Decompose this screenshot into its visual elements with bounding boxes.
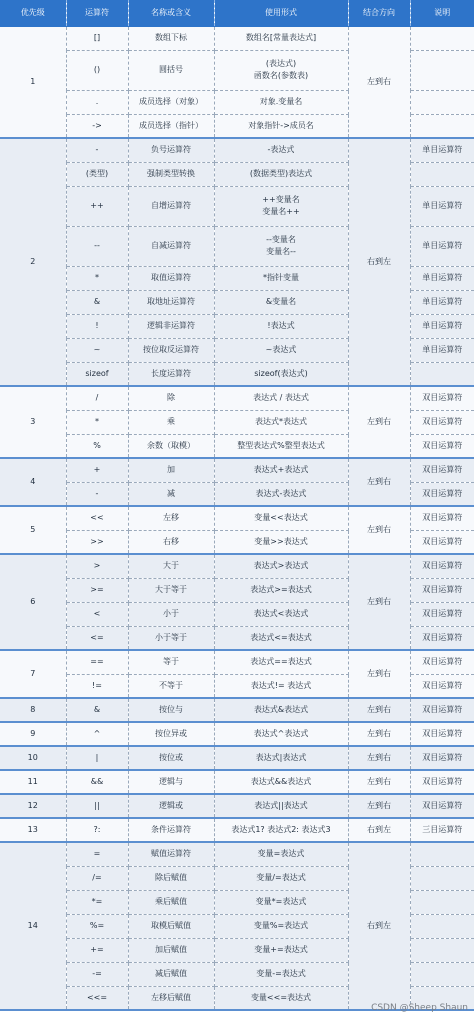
- note-cell: [410, 162, 474, 186]
- associativity-cell: 左到右: [348, 746, 410, 770]
- operator-cell: %=: [66, 914, 128, 938]
- usage-cell: ~表达式: [214, 338, 348, 362]
- operator-cell: +=: [66, 938, 128, 962]
- usage-cell: 表达式<表达式: [214, 602, 348, 626]
- note-cell: 双目运算符: [410, 554, 474, 578]
- usage-cell: 表达式+表达式: [214, 458, 348, 482]
- precedence-level-cell: 6: [0, 554, 66, 650]
- note-cell: 双目运算符: [410, 458, 474, 482]
- usage-cell: --变量名 变量名--: [214, 226, 348, 266]
- table-row: [0, 794, 474, 818]
- note-cell: 单目运算符: [410, 266, 474, 290]
- precedence-level-cell: 3: [0, 386, 66, 458]
- note-cell: 双目运算符: [410, 698, 474, 722]
- operator-name-cell: 减后赋值: [128, 962, 214, 986]
- associativity-cell: 左到右: [348, 386, 410, 458]
- usage-cell: (表达式) 函数名(参数表): [214, 50, 348, 90]
- operator-cell: &&: [66, 770, 128, 794]
- usage-cell: 变量=表达式: [214, 842, 348, 866]
- usage-cell: 整型表达式%整型表达式: [214, 434, 348, 458]
- usage-cell: 表达式^表达式: [214, 722, 348, 746]
- precedence-level-cell: 13: [0, 818, 66, 842]
- precedence-level-cell: 8: [0, 698, 66, 722]
- note-cell: [410, 26, 474, 50]
- note-cell: 单目运算符: [410, 138, 474, 162]
- table-row: [0, 698, 474, 722]
- operator-cell: /: [66, 386, 128, 410]
- note-cell: 单目运算符: [410, 338, 474, 362]
- operator-name-cell: 大于: [128, 554, 214, 578]
- operator-name-cell: 取值运算符: [128, 266, 214, 290]
- operator-name-cell: 条件运算符: [128, 818, 214, 842]
- usage-cell: 变量+=表达式: [214, 938, 348, 962]
- note-cell: 双目运算符: [410, 626, 474, 650]
- note-cell: 双目运算符: [410, 674, 474, 698]
- usage-cell: 表达式==表达式: [214, 650, 348, 674]
- precedence-group-2: [0, 138, 474, 386]
- usage-cell: -表达式: [214, 138, 348, 162]
- usage-cell: *指针变量: [214, 266, 348, 290]
- associativity-cell: 右到左: [348, 138, 410, 386]
- operator-name-cell: 乘后赋值: [128, 890, 214, 914]
- usage-cell: !表达式: [214, 314, 348, 338]
- operator-name-cell: 数组下标: [128, 26, 214, 50]
- operator-cell: ==: [66, 650, 128, 674]
- table-row: [0, 138, 474, 162]
- operator-name-cell: 等于: [128, 650, 214, 674]
- operator-cell: !=: [66, 674, 128, 698]
- precedence-level-cell: 11: [0, 770, 66, 794]
- operator-cell: %: [66, 434, 128, 458]
- operator-cell: -: [66, 482, 128, 506]
- table-row: [0, 506, 474, 530]
- usage-cell: ++变量名 变量名++: [214, 186, 348, 226]
- operator-cell: *: [66, 410, 128, 434]
- precedence-level-cell: 9: [0, 722, 66, 746]
- operator-name-cell: 逻辑与: [128, 770, 214, 794]
- operator-name-cell: 小于等于: [128, 626, 214, 650]
- note-cell: 双目运算符: [410, 746, 474, 770]
- operator-name-cell: 乘: [128, 410, 214, 434]
- precedence-level-cell: 7: [0, 650, 66, 698]
- usage-cell: 变量-=表达式: [214, 962, 348, 986]
- table-row: [0, 26, 474, 50]
- precedence-group-1: [0, 26, 474, 138]
- usage-cell: 对象指针->成员名: [214, 114, 348, 138]
- operator-cell: +: [66, 458, 128, 482]
- associativity-cell: 左到右: [348, 26, 410, 138]
- precedence-group-10: [0, 746, 474, 770]
- usage-cell: 变量<<表达式: [214, 506, 348, 530]
- precedence-group-12: [0, 794, 474, 818]
- operator-name-cell: 长度运算符: [128, 362, 214, 386]
- note-cell: 单目运算符: [410, 186, 474, 226]
- operator-cell: &: [66, 290, 128, 314]
- operator-cell: >: [66, 554, 128, 578]
- operator-name-cell: 强制类型转换: [128, 162, 214, 186]
- precedence-group-9: [0, 722, 474, 746]
- operator-name-cell: 按位或: [128, 746, 214, 770]
- operator-cell: /=: [66, 866, 128, 890]
- operator-cell: =: [66, 842, 128, 866]
- usage-cell: 表达式>表达式: [214, 554, 348, 578]
- precedence-group-7: [0, 650, 474, 698]
- operator-name-cell: 左移: [128, 506, 214, 530]
- precedence-level-cell: 10: [0, 746, 66, 770]
- usage-cell: 表达式&&表达式: [214, 770, 348, 794]
- note-cell: [410, 114, 474, 138]
- operator-name-cell: 右移: [128, 530, 214, 554]
- operator-name-cell: 自减运算符: [128, 226, 214, 266]
- usage-cell: 数组名[常量表达式]: [214, 26, 348, 50]
- usage-cell: (数据类型)表达式: [214, 162, 348, 186]
- operator-cell: --: [66, 226, 128, 266]
- usage-cell: 表达式&表达式: [214, 698, 348, 722]
- usage-cell: 表达式 / 表达式: [214, 386, 348, 410]
- usage-cell: 变量/=表达式: [214, 866, 348, 890]
- operator-cell: (): [66, 50, 128, 90]
- table-row: [0, 554, 474, 578]
- precedence-group-6: [0, 554, 474, 650]
- table-row: [0, 650, 474, 674]
- header-note: 说明: [410, 0, 474, 26]
- operator-name-cell: 取模后赋值: [128, 914, 214, 938]
- operator-name-cell: 赋值运算符: [128, 842, 214, 866]
- table-header: [0, 0, 474, 26]
- usage-cell: 表达式|表达式: [214, 746, 348, 770]
- note-cell: 双目运算符: [410, 578, 474, 602]
- usage-cell: 表达式!= 表达式: [214, 674, 348, 698]
- operator-cell: >=: [66, 578, 128, 602]
- usage-cell: 变量>>表达式: [214, 530, 348, 554]
- operator-name-cell: 左移后赋值: [128, 986, 214, 1010]
- operator-name-cell: 不等于: [128, 674, 214, 698]
- note-cell: 双目运算符: [410, 530, 474, 554]
- operator-name-cell: 逻辑非运算符: [128, 314, 214, 338]
- note-cell: [410, 362, 474, 386]
- note-cell: 双目运算符: [410, 650, 474, 674]
- header-associativity: 结合方向: [348, 0, 410, 26]
- precedence-level-cell: 4: [0, 458, 66, 506]
- operator-name-cell: 成员选择（指针）: [128, 114, 214, 138]
- precedence-group-11: [0, 770, 474, 794]
- note-cell: 单目运算符: [410, 314, 474, 338]
- note-cell: 双目运算符: [410, 794, 474, 818]
- note-cell: [410, 914, 474, 938]
- operator-cell: ~: [66, 338, 128, 362]
- table-row: [0, 386, 474, 410]
- operator-name-cell: 小于: [128, 602, 214, 626]
- usage-cell: 对象.变量名: [214, 90, 348, 114]
- operator-cell: |: [66, 746, 128, 770]
- associativity-cell: 左到右: [348, 650, 410, 698]
- table-row: [0, 746, 474, 770]
- operator-name-cell: 按位与: [128, 698, 214, 722]
- operator-cell: .: [66, 90, 128, 114]
- note-cell: 双目运算符: [410, 410, 474, 434]
- precedence-group-4: [0, 458, 474, 506]
- precedence-level-cell: 2: [0, 138, 66, 386]
- operator-cell: <: [66, 602, 128, 626]
- precedence-level-cell: 5: [0, 506, 66, 554]
- note-cell: [410, 938, 474, 962]
- note-cell: 双目运算符: [410, 482, 474, 506]
- operator-cell: <<=: [66, 986, 128, 1010]
- note-cell: [410, 962, 474, 986]
- usage-cell: 表达式*表达式: [214, 410, 348, 434]
- operator-cell: <<: [66, 506, 128, 530]
- associativity-cell: 右到左: [348, 842, 410, 1010]
- note-cell: 双目运算符: [410, 602, 474, 626]
- precedence-level-cell: 1: [0, 26, 66, 138]
- operator-cell: -=: [66, 962, 128, 986]
- note-cell: [410, 50, 474, 90]
- header-name: 名称或含义: [128, 0, 214, 26]
- associativity-cell: 左到右: [348, 506, 410, 554]
- note-cell: 双目运算符: [410, 722, 474, 746]
- operator-name-cell: 按位异或: [128, 722, 214, 746]
- table-row: [0, 722, 474, 746]
- operator-name-cell: 逻辑或: [128, 794, 214, 818]
- note-cell: 单目运算符: [410, 226, 474, 266]
- operator-name-cell: 减: [128, 482, 214, 506]
- operator-cell: (类型): [66, 162, 128, 186]
- header-usage: 使用形式: [214, 0, 348, 26]
- operator-cell: ^: [66, 722, 128, 746]
- operator-cell: >>: [66, 530, 128, 554]
- associativity-cell: 左到右: [348, 770, 410, 794]
- precedence-group-14: [0, 842, 474, 1010]
- associativity-cell: 左到右: [348, 722, 410, 746]
- usage-cell: &变量名: [214, 290, 348, 314]
- operator-cell: []: [66, 26, 128, 50]
- usage-cell: 表达式>=表达式: [214, 578, 348, 602]
- operator-name-cell: 大于等于: [128, 578, 214, 602]
- table-row: [0, 818, 474, 842]
- table-row: [0, 770, 474, 794]
- operator-name-cell: 圆括号: [128, 50, 214, 90]
- table-row: [0, 458, 474, 482]
- usage-cell: 变量*=表达式: [214, 890, 348, 914]
- usage-cell: 表达式-表达式: [214, 482, 348, 506]
- operator-name-cell: 除: [128, 386, 214, 410]
- operator-cell: ->: [66, 114, 128, 138]
- note-cell: 双目运算符: [410, 770, 474, 794]
- note-cell: [410, 866, 474, 890]
- operator-cell: ?:: [66, 818, 128, 842]
- operator-cell: ||: [66, 794, 128, 818]
- operator-name-cell: 按位取反运算符: [128, 338, 214, 362]
- precedence-level-cell: 12: [0, 794, 66, 818]
- associativity-cell: 右到左: [348, 818, 410, 842]
- operator-cell: *: [66, 266, 128, 290]
- note-cell: 单目运算符: [410, 290, 474, 314]
- operator-name-cell: 自增运算符: [128, 186, 214, 226]
- table-row: [0, 842, 474, 866]
- operator-name-cell: 加后赋值: [128, 938, 214, 962]
- associativity-cell: 左到右: [348, 794, 410, 818]
- header-operator: 运算符: [66, 0, 128, 26]
- operator-cell: *=: [66, 890, 128, 914]
- header-level: 优先级: [0, 0, 66, 26]
- precedence-group-3: [0, 386, 474, 458]
- usage-cell: 变量<<=表达式: [214, 986, 348, 1010]
- usage-cell: sizeof(表达式): [214, 362, 348, 386]
- note-cell: [410, 90, 474, 114]
- precedence-level-cell: 14: [0, 842, 66, 1010]
- usage-cell: 变量%=表达式: [214, 914, 348, 938]
- note-cell: [410, 890, 474, 914]
- operator-name-cell: 成员选择（对象）: [128, 90, 214, 114]
- precedence-group-5: [0, 506, 474, 554]
- operator-cell: -: [66, 138, 128, 162]
- precedence-group-8: [0, 698, 474, 722]
- associativity-cell: 左到右: [348, 698, 410, 722]
- note-cell: [410, 842, 474, 866]
- usage-cell: 表达式<=表达式: [214, 626, 348, 650]
- note-cell: 双目运算符: [410, 386, 474, 410]
- associativity-cell: 左到右: [348, 458, 410, 506]
- operator-name-cell: 取地址运算符: [128, 290, 214, 314]
- operator-name-cell: 加: [128, 458, 214, 482]
- operator-name-cell: 负号运算符: [128, 138, 214, 162]
- operator-cell: sizeof: [66, 362, 128, 386]
- operator-name-cell: 除后赋值: [128, 866, 214, 890]
- associativity-cell: 左到右: [348, 554, 410, 650]
- usage-cell: 表达式||表达式: [214, 794, 348, 818]
- usage-cell: 表达式1? 表达式2: 表达式3: [214, 818, 348, 842]
- note-cell: 三目运算符: [410, 818, 474, 842]
- precedence-group-13: [0, 818, 474, 842]
- operator-cell: ++: [66, 186, 128, 226]
- watermark: CSDN @Sheep Shaun: [371, 1003, 468, 1013]
- operator-cell: <=: [66, 626, 128, 650]
- note-cell: 双目运算符: [410, 434, 474, 458]
- operator-name-cell: 余数（取模）: [128, 434, 214, 458]
- operator-cell: &: [66, 698, 128, 722]
- operator-cell: !: [66, 314, 128, 338]
- note-cell: 双目运算符: [410, 506, 474, 530]
